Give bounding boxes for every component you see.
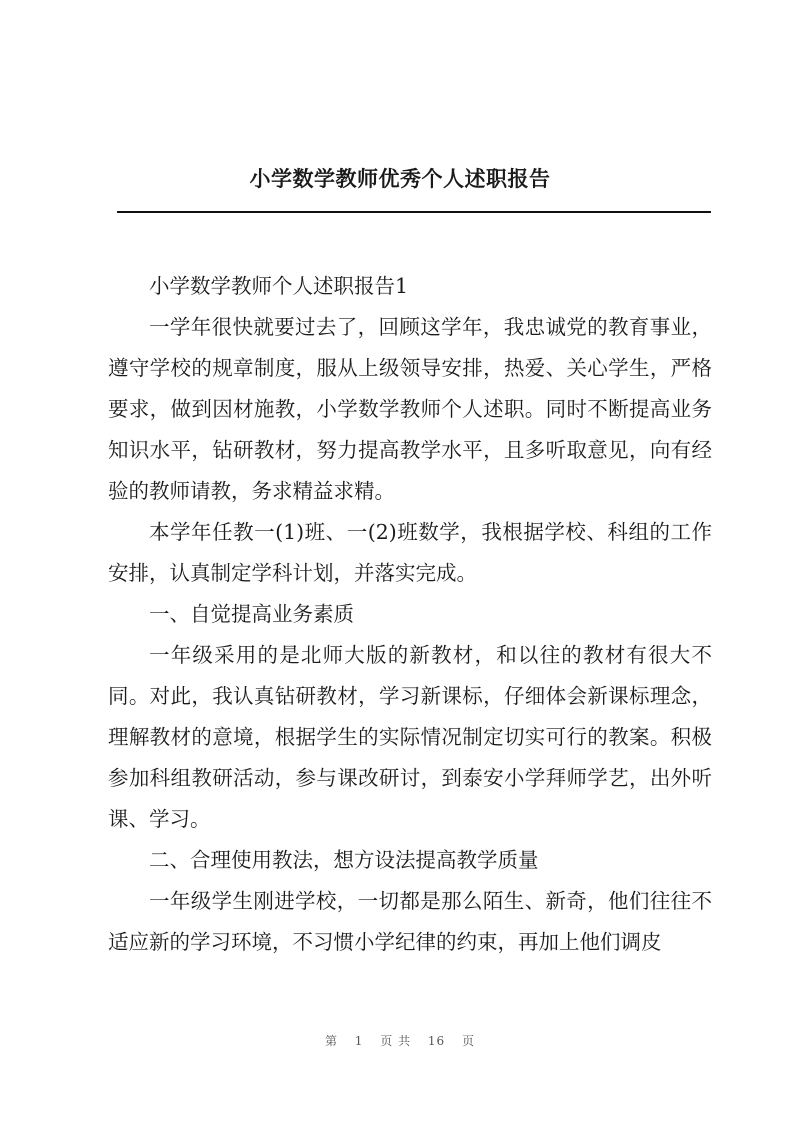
section-heading: 二、合理使用教法，想方设法提高教学质量	[149, 848, 539, 872]
page-footer	[0, 1032, 800, 1049]
section-heading: 一、自觉提高业务素质	[149, 602, 354, 626]
page-label-middle: 页 共	[380, 1034, 412, 1048]
document-title: 小学数学教师优秀个人述职报告	[249, 166, 551, 191]
body-paragraph: 一年级采用的是北师大版的新教材，和以往的教材有很大不同。对此，我认真钻研教材，学习新课标，仔细体会新课标理念，理解教材的意境，根据学生的实际情况制定切实可行的教案。积极参加科组教研活动，参与课改研讨，到泰安小学拜师学艺，出外听课、学习。	[108, 643, 712, 831]
total-pages: 16	[427, 1034, 446, 1048]
page-number: 1	[354, 1034, 364, 1048]
section-heading: 小学数学教师个人述职报告1	[149, 274, 409, 298]
body-paragraph: 一年级学生刚进学校，一切都是那么陌生、新奇，他们往往不适应新的学习环境，不习惯小学纪律的约束，再加上他们调皮	[108, 889, 712, 954]
body-paragraph: 本学年任教一(1)班、一(2)班数学，我根据学校、科组的工作安排，认真制定学科计划，并落实完成。	[108, 520, 712, 585]
page-label-prefix: 第	[324, 1034, 338, 1048]
document-body	[108, 266, 712, 963]
page-label-suffix: 页	[462, 1034, 476, 1048]
title-divider	[117, 211, 711, 213]
body-paragraph: 一学年很快就要过去了，回顾这学年，我忠诚党的教育事业，遵守学校的规章制度，服从上级领导安排，热爱、关心学生，严格要求，做到因材施教，小学数学教师个人述职。同时不断提高业务知识水平，钻研教材，努力提高教学水平，且多听取意见，向有经验的教师请教，务求精益求精。	[108, 315, 712, 503]
